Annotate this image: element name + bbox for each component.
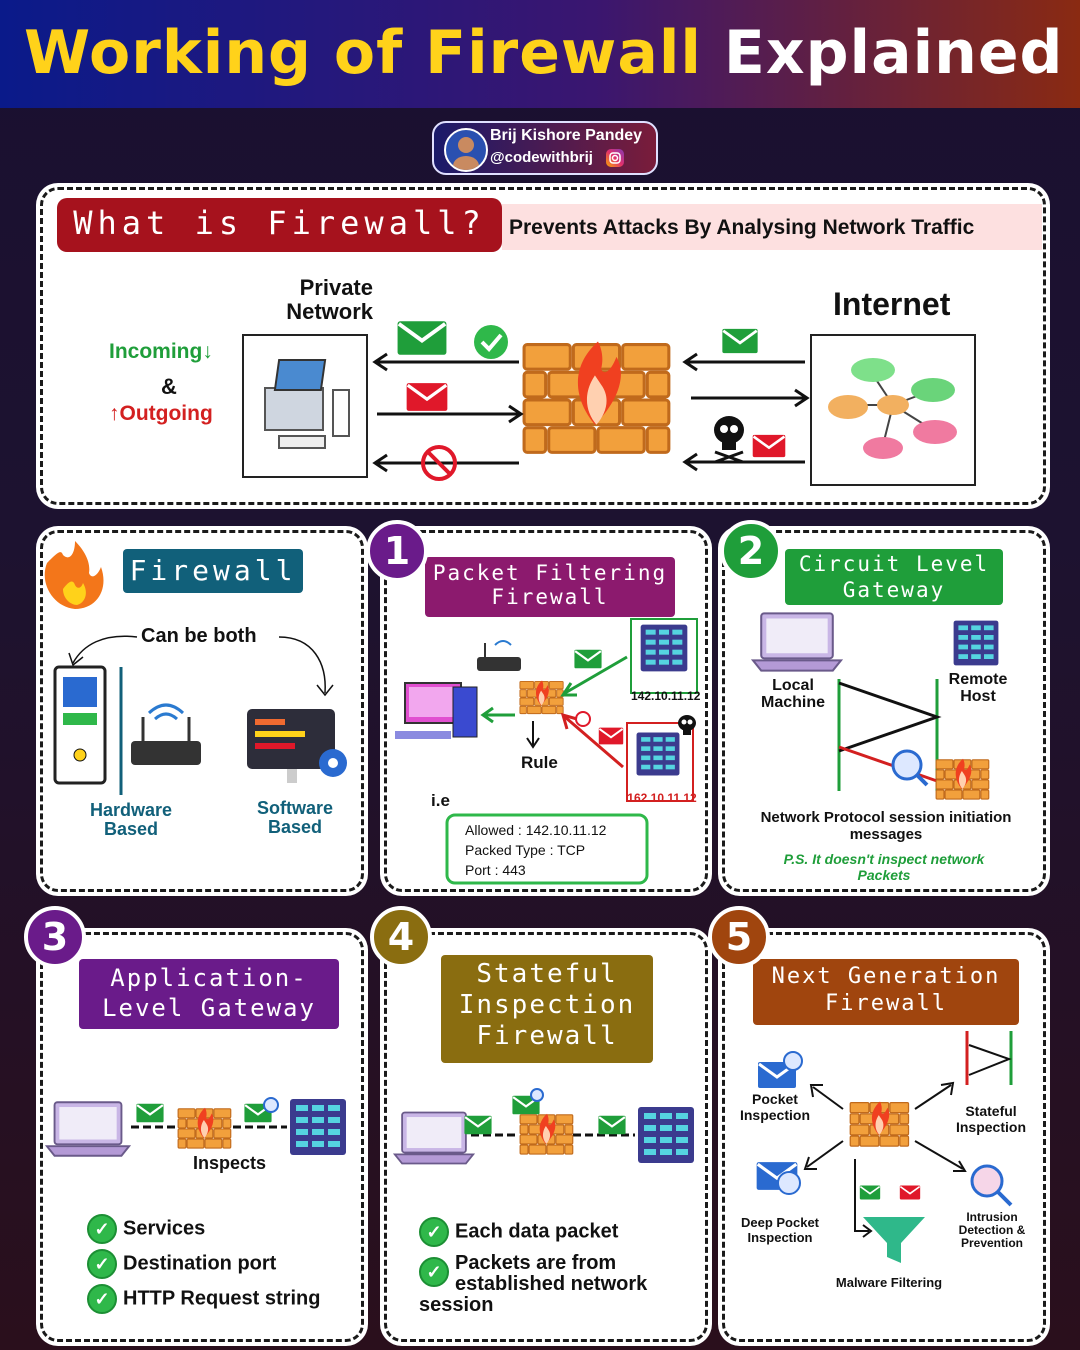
stateful-inspection-icon <box>967 1031 1011 1085</box>
check-item-http: ✓ HTTP Request string <box>87 1284 320 1314</box>
check-icon <box>474 325 508 359</box>
check-item-session: ✓ Packets are from established network session <box>419 1252 648 1316</box>
check-icon: ✓ <box>419 1257 449 1287</box>
inspects-label: Inspects <box>193 1153 267 1173</box>
number-badge-2: 2 <box>720 520 782 582</box>
blocked-envelope-icon <box>599 728 623 745</box>
title-rest: Explained <box>723 18 1064 88</box>
firewall-icon <box>850 1101 908 1146</box>
number-badge-4: 4 <box>370 906 432 968</box>
intro-panel <box>40 187 1046 505</box>
author-badge[interactable] <box>432 121 658 175</box>
outgoing-envelope-icon <box>407 383 448 411</box>
intro-diagram <box>43 190 1043 502</box>
pocket-inspection-label: Pocket Inspection <box>739 1091 810 1123</box>
deep-inspection-label: Deep Pocket Inspection <box>740 1215 820 1245</box>
types-panel <box>40 530 364 892</box>
rule-line-allowed: Allowed : 142.10.11.12 <box>465 822 607 838</box>
author-name: Brij Kishore Pandey <box>490 127 643 144</box>
malicious-envelope-icon <box>753 435 786 457</box>
avatar <box>444 128 488 172</box>
remote-host-label: Remote Host <box>948 671 1008 705</box>
circuit-note: P.S. It doesn't inspect network Packets <box>783 851 985 883</box>
check-item-data-packet: ✓ Each data packet <box>419 1217 618 1247</box>
router-icon <box>477 641 521 671</box>
server-tower-icon <box>55 667 105 783</box>
author-handle: @codewithbrij <box>490 149 593 166</box>
types-heading: Firewall <box>123 549 303 593</box>
blocked-ip: 162.10.11.12 <box>627 791 697 805</box>
ngfw-heading: Next Generation Firewall <box>753 959 1019 1025</box>
circuit-description: Network Protocol session initiation messages <box>760 809 1012 843</box>
allowed-envelope-icon <box>574 650 601 669</box>
ngfw-panel <box>722 932 1046 1342</box>
filter-envelope-icon <box>860 1186 880 1200</box>
malware-label: Malware Filtering <box>835 1275 943 1290</box>
packet-filtering-panel <box>384 530 708 892</box>
laptop-icon <box>395 1112 473 1163</box>
firewall-icon <box>178 1108 231 1148</box>
circuit-heading: Circuit Level Gateway <box>785 549 1003 605</box>
check-item-destination-port: ✓ Destination port <box>87 1249 276 1279</box>
check-icon: ✓ <box>87 1249 117 1279</box>
allowed-envelope-icon <box>398 321 447 354</box>
internet-envelope-icon <box>722 329 757 353</box>
packet-filtering-heading: Packet Filtering Firewall <box>425 557 675 617</box>
stateful-panel <box>384 932 708 1342</box>
check-icon: ✓ <box>87 1284 117 1314</box>
firewall-icon <box>520 681 563 714</box>
number-badge-1: 1 <box>366 520 428 582</box>
ie-label: i.e <box>431 791 450 810</box>
application-panel <box>40 932 364 1342</box>
server-icon <box>290 1099 346 1155</box>
allowed-ip: 142.10.11.12 <box>631 689 701 703</box>
circuit-panel <box>722 530 1046 892</box>
check-icon: ✓ <box>419 1217 449 1247</box>
computer-icon <box>395 683 477 739</box>
rule-label: Rule <box>521 753 558 772</box>
instagram-icon <box>606 149 624 167</box>
amp-label: & <box>161 374 177 399</box>
number-badge-5: 5 <box>708 906 770 968</box>
firewall-icon <box>520 1114 573 1154</box>
hardware-label: Hardware Based <box>89 800 173 839</box>
software-label: Software Based <box>256 798 334 837</box>
skull-icon <box>714 416 744 462</box>
firewall-icon <box>936 759 989 799</box>
stateful-inspection-label: Stateful Inspection <box>955 1103 1026 1135</box>
private-network-label: Private Network <box>286 275 373 324</box>
magnifier-icon <box>893 751 921 779</box>
malware-envelope-icon <box>900 1186 920 1200</box>
local-laptop-icon <box>753 613 841 670</box>
stateful-heading: Stateful Inspection Firewall <box>441 955 653 1063</box>
rule-line-type: Packed Type : TCP <box>465 842 586 858</box>
local-machine-label: Local Machine <box>760 677 825 711</box>
allowed-server-icon <box>641 625 688 672</box>
number-badge-3: 3 <box>24 906 86 968</box>
remote-server-icon <box>954 621 999 666</box>
laptop-icon <box>47 1102 129 1156</box>
intro-heading: What is Firewall? <box>73 204 486 242</box>
software-icon <box>247 709 347 783</box>
page-title <box>24 18 1064 88</box>
check-icon: ✓ <box>87 1214 117 1244</box>
title-highlight: Working of Firewall <box>24 18 702 88</box>
filter-funnel-icon <box>863 1217 925 1263</box>
envelope-icon <box>136 1104 163 1123</box>
incoming-label: Incoming↓ <box>109 340 213 363</box>
outgoing-label: ↑Outgoing <box>109 402 213 425</box>
intrusion-icon <box>972 1166 1011 1205</box>
intrusion-label: Intrusion Detection & Prevention <box>958 1210 1026 1250</box>
router-icon <box>131 705 201 765</box>
envelope-icon <box>464 1116 491 1135</box>
tagline: Prevents Attacks By Analysing Network Traffic <box>509 216 975 239</box>
blocked-icon <box>576 712 590 726</box>
envelope-icon-2 <box>598 1116 625 1135</box>
can-be-both-label: Can be both <box>141 625 257 647</box>
firewall-icon <box>524 341 669 452</box>
rule-lines <box>465 820 606 880</box>
server-icon <box>638 1107 694 1163</box>
blocked-server-icon <box>637 733 680 776</box>
application-heading: Application-Level Gateway <box>79 959 339 1029</box>
rule-line-port: Port : 443 <box>465 862 526 878</box>
check-item-services: ✓ Services <box>87 1214 205 1244</box>
internet-label: Internet <box>833 286 951 322</box>
